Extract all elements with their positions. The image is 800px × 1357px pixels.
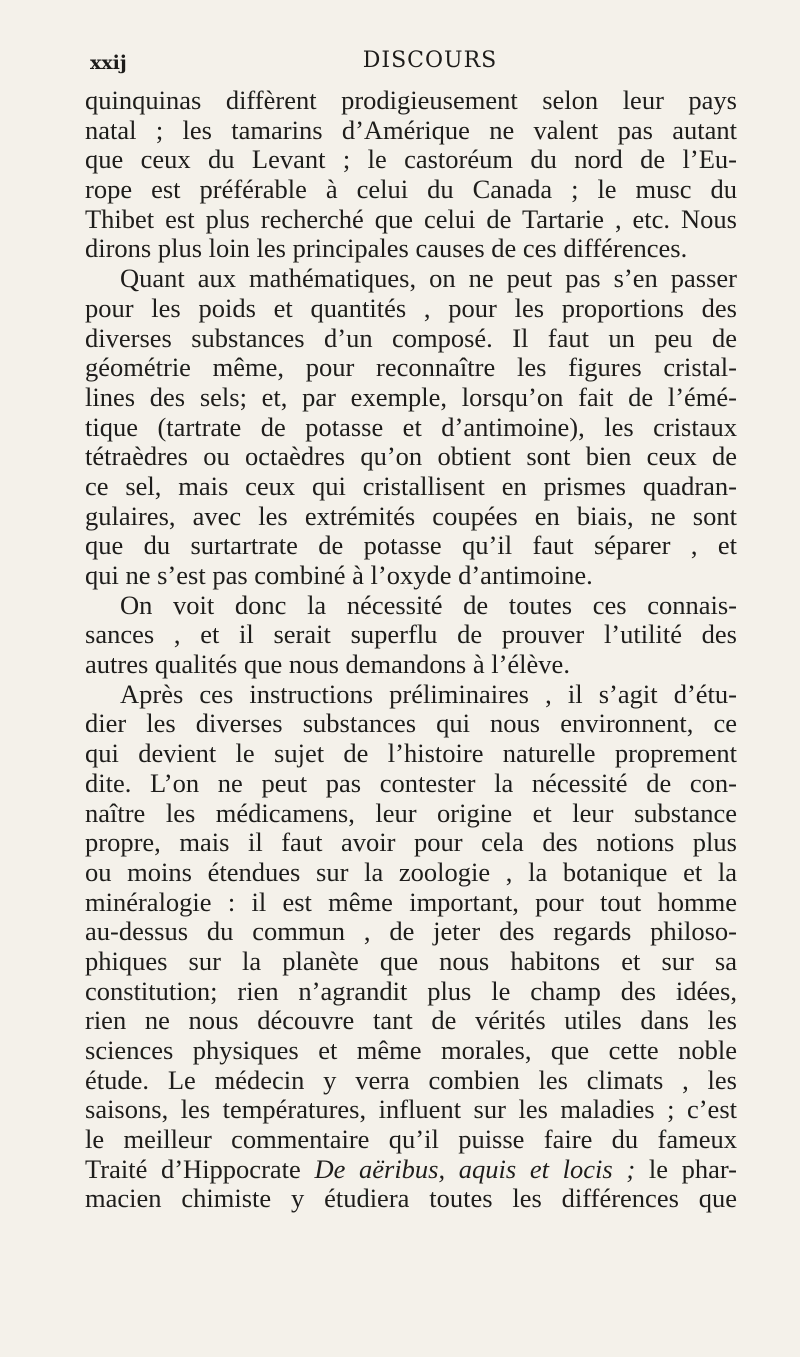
- text-line: ou moins étendues sur la zoologie , la botanique et la: [85, 857, 737, 887]
- text-line: tétraèdres ou octaèdres qu’on obtient sont bien ceux de: [85, 442, 737, 472]
- text-line: pour les poids et quantités , pour les proportions des: [85, 293, 737, 323]
- text-line: rope est préférable à celui du Canada ; le musc du: [85, 175, 737, 205]
- text-line: qui devient le sujet de l’histoire naturelle proprement: [85, 739, 737, 769]
- page-header: [90, 48, 730, 82]
- text-line: quinquinas diffèrent prodigieusement selon leur pays: [85, 86, 737, 115]
- text-line: au-dessus du commun , de jeter des regards philoso-: [85, 917, 737, 947]
- text-line: le meilleur commentaire qu’il puisse faire du fameux: [85, 1125, 737, 1155]
- text-line: qui ne s’est pas combiné à l’oxyde d’antimoine.: [85, 561, 593, 590]
- running-head: DISCOURS: [362, 48, 498, 73]
- text-line: sciences physiques et même morales, que cette noble: [85, 1036, 737, 1065]
- text-line: géométrie même, pour reconnaître les figures cristal-: [85, 353, 737, 383]
- text-line: Thibet est plus recherché que celui de Tartarie , etc. Nous: [85, 204, 737, 234]
- text-line: propre, mais il faut avoir pour cela des notions plus: [85, 828, 737, 858]
- text-line: dite. L’on ne peut pas contester la nécessité de con-: [85, 768, 737, 798]
- text-fragment: le phar-: [635, 1154, 737, 1184]
- text-line: rien ne nous découvre tant de vérités utiles dans les: [85, 1006, 737, 1036]
- text-line: Quant aux mathématiques, on ne peut pas s’en passer: [120, 264, 737, 294]
- text-line: On voit donc la nécessité de toutes ces connais-: [120, 590, 737, 620]
- text-line: macien chimiste y étudiera toutes les différences que: [85, 1184, 737, 1214]
- text-line: autres qualités que nous demandons à l’élève.: [85, 650, 570, 680]
- text-line: sances , et il serait superflu de prouver l’utilité des: [85, 620, 737, 650]
- body-text: [85, 86, 737, 1214]
- text-line: dier les diverses substances qui nous environnent, ce: [85, 709, 737, 739]
- text-line: étude. Le médecin y verra combien les climats , les: [85, 1065, 737, 1095]
- text-line: dirons plus loin les principales causes de ces différences.: [85, 234, 688, 264]
- text-line: naître les médicamens, leur origine et leur substance: [85, 798, 737, 828]
- text-line: diverses substances d’un composé. Il faut un peu de: [85, 323, 737, 353]
- text-line-with-title: [85, 1155, 737, 1185]
- text-line: que du surtartrate de potasse qu’il faut séparer , et: [85, 531, 737, 561]
- text-line: tique (tartrate de potasse et d’antimoine), les cristaux: [85, 412, 737, 442]
- text-line: constitution; rien n’agrandit plus le champ des idées,: [85, 976, 737, 1006]
- text-fragment: Traité d’Hippocrate: [85, 1154, 315, 1184]
- text-line: saisons, les températures, influent sur les maladies ; c’est: [85, 1095, 737, 1125]
- latin-title: De aëribus, aquis et locis ;: [314, 1154, 636, 1184]
- text-line: minéralogie : il est même important, pour tout homme: [85, 887, 737, 917]
- text-line: gulaires, avec les extrémités coupées en biais, ne sont: [85, 501, 737, 531]
- text-line: que ceux du Levant ; le castoréum du nord de l’Eu-: [85, 145, 737, 175]
- text-line: lines des sels; et, par exemple, lorsqu’on fait de l’émé-: [85, 382, 737, 412]
- text-line: natal ; les tamarins d’Amérique ne valent pas autant: [85, 115, 737, 145]
- page-number: xxij: [90, 52, 127, 74]
- text-line: phiques sur la planète que nous habitons et sur sa: [85, 946, 737, 976]
- text-line: ce sel, mais ceux qui cristallisent en prismes quadran-: [85, 471, 737, 501]
- text-line: Après ces instructions préliminaires , il s’agit d’étu-: [120, 679, 737, 709]
